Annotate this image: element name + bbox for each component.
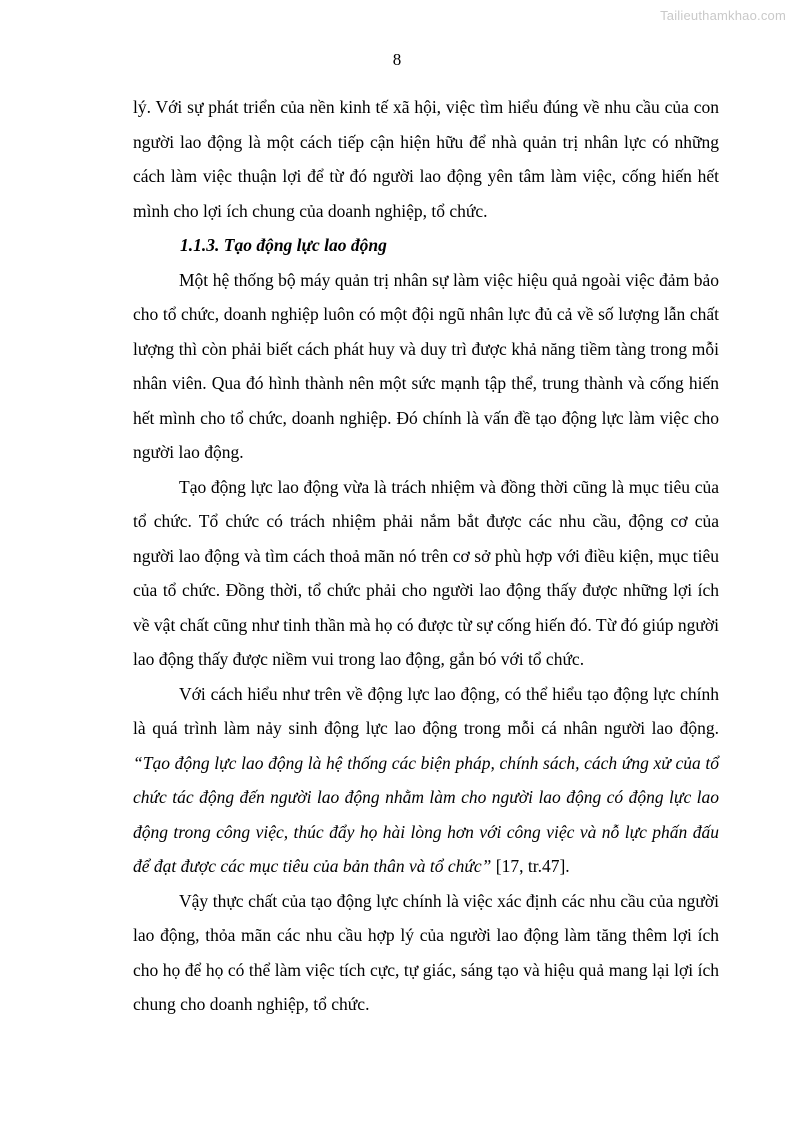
paragraph-text: Với cách hiểu như trên về động lực lao động, có thể hiểu tạo động lực chính là quá trình làm nảy sinh động lực lao động trong mỗi cá nhân người lao động. [133,683,719,738]
citation: [17, tr.47]. [491,856,570,876]
paragraph: Vậy thực chất của tạo động lực chính là việc xác định các nhu cầu của người lao động, thỏa mãn các nhu cầu hợp lý của người lao động làm tăng thêm lợi ích cho họ để họ có thể làm việc tích cực, tự giác, sáng tạo và hiệu quả mang lại lợi ích chung cho doanh nghiệp, tổ chức. [133,890,719,1014]
page-number: 8 [392,50,402,69]
watermark: Tailieuthamkhao.com [660,8,786,23]
paragraph: Một hệ thống bộ máy quản trị nhân sự làm việc hiệu quả ngoài việc đảm bảo cho tổ chức, doanh nghiệp luôn có một đội ngũ nhân lực đủ cả về số lượng lẫn chất lượng thì còn phải biết cách phát huy và duy trì được khả năng tiềm tàng trong mỗi nhân viên. Qua đó hình thành nên một sức mạnh tập thể, trung thành và cống hiến hết mình cho tổ chức, doanh nghiệp. Đó chính là vấn đề tạo động lực làm việc cho người lao động. [133,269,719,462]
paragraph-continuation: lý. Với sự phát triển của nền kinh tế xã hội, việc tìm hiểu đúng về nhu cầu của con người lao động là một cách tiếp cận hiện hữu để nhà quản trị nhân lực có những cách làm việc thuận lợi để từ đó người lao động yên tâm làm việc, cống hiến hết mình cho lợi ích chung của doanh nghiệp, tổ chức. [133,97,719,221]
paragraph: Tạo động lực lao động vừa là trách nhiệm và đồng thời cũng là mục tiêu của tổ chức. Tổ chức có trách nhiệm phải nắm bắt được các nhu cầu, động cơ của người lao động và tìm cách thoả mãn nó trên cơ sở phù hợp với điều kiện, mục tiêu của tổ chức. Đồng thời, tổ chức phải cho người lao động thấy được những lợi ích về vật chất cũng như tinh thần mà họ có được từ sự cống hiến đó. Từ đó giúp người lao động thấy được niềm vui trong lao động, gắn bó với tổ chức. [133,476,719,669]
quotation: “Tạo động lực lao động là hệ thống các biện pháp, chính sách, cách ứng xử của tổ chức tác động đến người lao động nhằm làm cho người lao động có động lực lao động trong công việc, thúc đẩy họ hài lòng hơn với công việc và nỗ lực phấn đấu để đạt được các mục tiêu của bản thân và tổ chức” [133,752,719,876]
paragraph-with-quote [133,677,719,884]
section-heading: 1.1.3. Tạo động lực lao động [180,235,387,255]
document-body [133,90,719,1022]
